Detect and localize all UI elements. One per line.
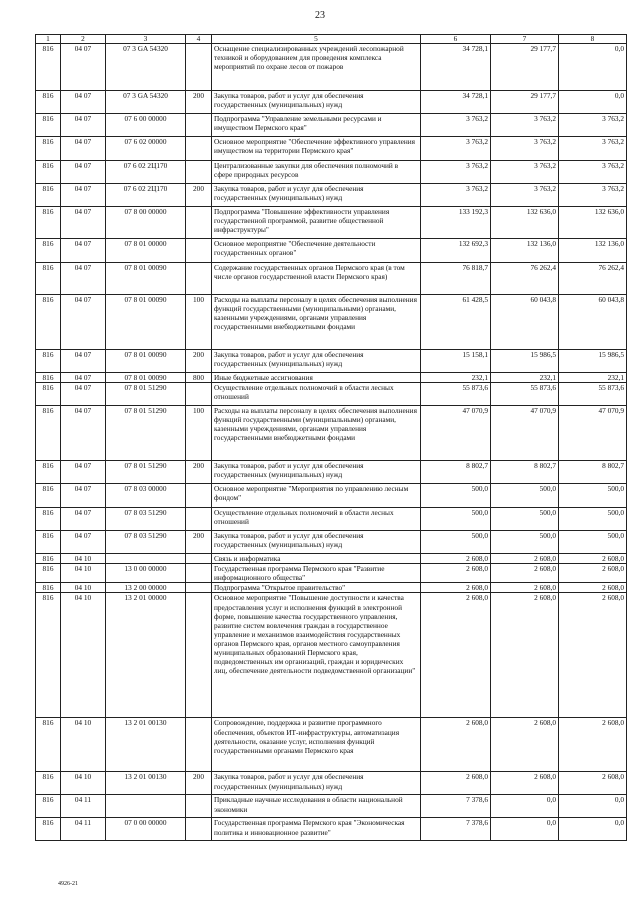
- cell-name: Подпрограмма "Повышение эффективности управления государственной программой, развитие общественной инфраструктуры": [212, 207, 421, 239]
- cell-amount-2: 3 763,2: [491, 137, 559, 161]
- cell-amount-1: 132 692,3: [421, 239, 491, 263]
- cell-ministry: 816: [36, 161, 61, 184]
- cell-ministry: 816: [36, 461, 61, 484]
- table-row: [36, 718, 627, 772]
- cell-amount-1: 500,0: [421, 484, 491, 508]
- cell-target-article: 13 0 00 00000: [106, 564, 186, 583]
- cell-expense-type: [186, 484, 212, 508]
- cell-amount-2: 76 262,4: [491, 263, 559, 295]
- cell-name: Основное мероприятие "Обеспечение деятельности государственных органов": [212, 239, 421, 263]
- table-row: [36, 818, 627, 841]
- cell-amount-2: 2 608,0: [491, 564, 559, 583]
- cell-section: 04 07: [61, 114, 106, 137]
- table-row: [36, 593, 627, 718]
- cell-ministry: 816: [36, 531, 61, 554]
- cell-amount-3: 3 763,2: [559, 184, 627, 207]
- cell-name: Закупка товаров, работ и услуг для обеспечения государственных (муниципальных) нужд: [212, 772, 421, 795]
- cell-ministry: 816: [36, 818, 61, 841]
- cell-amount-2: 0,0: [491, 795, 559, 818]
- table-row: [36, 161, 627, 184]
- cell-amount-2: 500,0: [491, 484, 559, 508]
- cell-name: Основное мероприятие "Повышение доступности и качества предоставления услуг и исполнения функций в электронной форме, повышение качества государственного управления, развитие систем вовлечения граждан в государственное управление и механизмов взаимодействия государственных органов Пермского края, органов местного самоуправления муниципальных образований Пермского края, подведомственных им организаций, граждан и юридических лиц, обеспечение деятельности подведомственной организации": [212, 593, 421, 718]
- cell-ministry: 816: [36, 137, 61, 161]
- cell-target-article: 07 8 01 00000: [106, 239, 186, 263]
- cell-target-article: 07 8 00 00000: [106, 207, 186, 239]
- cell-name: Подпрограмма "Открытое правительство": [212, 583, 421, 593]
- cell-amount-2: 132 136,0: [491, 239, 559, 263]
- cell-target-article: 07 3 GA 54320: [106, 91, 186, 114]
- header-row: [36, 35, 627, 44]
- cell-amount-1: 8 802,7: [421, 461, 491, 484]
- cell-expense-type: 200: [186, 772, 212, 795]
- cell-amount-2: 2 608,0: [491, 772, 559, 795]
- cell-amount-1: 61 428,5: [421, 295, 491, 350]
- cell-amount-1: 500,0: [421, 531, 491, 554]
- cell-amount-1: 76 818,7: [421, 263, 491, 295]
- cell-expense-type: [186, 383, 212, 406]
- table-row: [36, 484, 627, 508]
- cell-amount-3: 2 608,0: [559, 772, 627, 795]
- cell-section: 04 07: [61, 295, 106, 350]
- cell-amount-3: 3 763,2: [559, 161, 627, 184]
- cell-section: 04 07: [61, 508, 106, 531]
- header-cell: 4: [186, 35, 212, 44]
- table-row: [36, 554, 627, 564]
- cell-section: 04 10: [61, 718, 106, 772]
- cell-section: 04 07: [61, 350, 106, 373]
- cell-name: Прикладные научные исследования в области национальной экономики: [212, 795, 421, 818]
- cell-amount-3: 3 763,2: [559, 137, 627, 161]
- cell-section: 04 10: [61, 564, 106, 583]
- cell-ministry: 816: [36, 772, 61, 795]
- cell-ministry: 816: [36, 373, 61, 383]
- cell-amount-2: 2 608,0: [491, 583, 559, 593]
- header-cell: 7: [491, 35, 559, 44]
- table-row: [36, 583, 627, 593]
- cell-expense-type: [186, 239, 212, 263]
- cell-amount-2: 0,0: [491, 818, 559, 841]
- cell-section: 04 07: [61, 44, 106, 91]
- cell-ministry: 816: [36, 554, 61, 564]
- cell-name: Основное мероприятие "Обеспечение эффективного управления имуществом на территории Пермского края": [212, 137, 421, 161]
- cell-amount-1: 2 608,0: [421, 772, 491, 795]
- cell-ministry: 816: [36, 350, 61, 373]
- cell-amount-2: 55 873,6: [491, 383, 559, 406]
- cell-amount-1: 55 873,6: [421, 383, 491, 406]
- cell-section: 04 07: [61, 373, 106, 383]
- cell-ministry: 816: [36, 91, 61, 114]
- cell-amount-3: 500,0: [559, 508, 627, 531]
- cell-amount-2: 60 043,8: [491, 295, 559, 350]
- cell-expense-type: [186, 818, 212, 841]
- table-row: [36, 239, 627, 263]
- header-cell: 8: [559, 35, 627, 44]
- cell-ministry: 816: [36, 295, 61, 350]
- table-row: [36, 461, 627, 484]
- cell-ministry: 816: [36, 508, 61, 531]
- cell-name: Закупка товаров, работ и услуг для обеспечения государственных (муниципальных) нужд: [212, 461, 421, 484]
- cell-section: 04 10: [61, 593, 106, 718]
- cell-amount-2: 500,0: [491, 531, 559, 554]
- cell-ministry: 816: [36, 484, 61, 508]
- cell-name: Осуществление отдельных полномочий в области лесных отношений: [212, 508, 421, 531]
- cell-expense-type: [186, 795, 212, 818]
- cell-name: Расходы на выплаты персоналу в целях обеспечения выполнения функций государственными (муниципальными) органами, казенными учреждениями, органами управления государственными внебюджетными фондами: [212, 406, 421, 461]
- cell-amount-3: 60 043,8: [559, 295, 627, 350]
- cell-amount-1: 7 378,6: [421, 795, 491, 818]
- table-row: [36, 137, 627, 161]
- table-row: [36, 508, 627, 531]
- cell-target-article: 13 2 01 00130: [106, 718, 186, 772]
- header-cell: 1: [36, 35, 61, 44]
- cell-amount-1: 2 608,0: [421, 718, 491, 772]
- cell-expense-type: [186, 508, 212, 531]
- cell-amount-3: 2 608,0: [559, 554, 627, 564]
- cell-target-article: 07 8 01 00090: [106, 295, 186, 350]
- cell-target-article: 13 2 01 00130: [106, 772, 186, 795]
- cell-section: 04 07: [61, 531, 106, 554]
- cell-amount-3: 500,0: [559, 484, 627, 508]
- header-cell: 5: [212, 35, 421, 44]
- cell-ministry: 816: [36, 718, 61, 772]
- cell-expense-type: 100: [186, 406, 212, 461]
- cell-amount-3: 47 070,9: [559, 406, 627, 461]
- cell-section: 04 10: [61, 772, 106, 795]
- cell-amount-2: 3 763,2: [491, 184, 559, 207]
- cell-name: Подпрограмма "Управление земельными ресурсами и имуществом Пермского края": [212, 114, 421, 137]
- cell-target-article: [106, 795, 186, 818]
- budget-table: [35, 34, 627, 841]
- cell-amount-1: 34 728,1: [421, 44, 491, 91]
- cell-expense-type: 800: [186, 373, 212, 383]
- cell-target-article: 07 6 02 2Ц170: [106, 161, 186, 184]
- cell-expense-type: [186, 161, 212, 184]
- cell-amount-3: 2 608,0: [559, 564, 627, 583]
- cell-target-article: 07 8 01 00090: [106, 263, 186, 295]
- cell-amount-2: 29 177,7: [491, 44, 559, 91]
- cell-target-article: 13 2 00 00000: [106, 583, 186, 593]
- cell-amount-2: 8 802,7: [491, 461, 559, 484]
- cell-target-article: 07 6 02 2Ц170: [106, 184, 186, 207]
- table-row: [36, 295, 627, 350]
- cell-amount-1: 3 763,2: [421, 137, 491, 161]
- cell-ministry: 816: [36, 383, 61, 406]
- cell-amount-3: 0,0: [559, 44, 627, 91]
- table-row: [36, 373, 627, 383]
- cell-section: 04 11: [61, 818, 106, 841]
- cell-section: 04 07: [61, 263, 106, 295]
- cell-expense-type: [186, 583, 212, 593]
- cell-section: 04 07: [61, 383, 106, 406]
- cell-ministry: 816: [36, 239, 61, 263]
- cell-name: Содержание государственных органов Пермского края (в том числе органов государственной власти Пермского края): [212, 263, 421, 295]
- cell-section: 04 07: [61, 91, 106, 114]
- cell-ministry: 816: [36, 207, 61, 239]
- cell-expense-type: 200: [186, 350, 212, 373]
- cell-amount-1: 2 608,0: [421, 554, 491, 564]
- cell-amount-2: 47 070,9: [491, 406, 559, 461]
- page-number: 23: [315, 10, 325, 21]
- cell-expense-type: [186, 554, 212, 564]
- cell-amount-2: 500,0: [491, 508, 559, 531]
- cell-name: Иные бюджетные ассигнования: [212, 373, 421, 383]
- table-row: [36, 383, 627, 406]
- cell-section: 04 10: [61, 583, 106, 593]
- table-row: [36, 184, 627, 207]
- table-row: [36, 772, 627, 795]
- cell-amount-1: 3 763,2: [421, 161, 491, 184]
- cell-target-article: 07 6 00 00000: [106, 114, 186, 137]
- cell-amount-1: 2 608,0: [421, 564, 491, 583]
- cell-target-article: 07 0 00 00000: [106, 818, 186, 841]
- cell-amount-3: 76 262,4: [559, 263, 627, 295]
- cell-expense-type: [186, 263, 212, 295]
- cell-section: 04 11: [61, 795, 106, 818]
- cell-name: Сопровождение, поддержка и развитие программного обеспечения, объектов ИТ-инфраструктуры, автоматизация деятельности, оказание услуг, исполнения функций государственными органами Пермского края: [212, 718, 421, 772]
- cell-name: Закупка товаров, работ и услуг для обеспечения государственных (муниципальных) нужд: [212, 184, 421, 207]
- cell-expense-type: 200: [186, 91, 212, 114]
- table-row: [36, 350, 627, 373]
- cell-amount-2: 3 763,2: [491, 114, 559, 137]
- cell-section: 04 10: [61, 554, 106, 564]
- cell-ministry: 816: [36, 564, 61, 583]
- cell-target-article: 07 8 03 51290: [106, 508, 186, 531]
- table-row: [36, 795, 627, 818]
- cell-ministry: 816: [36, 44, 61, 91]
- cell-target-article: 07 8 01 51290: [106, 383, 186, 406]
- cell-ministry: 816: [36, 406, 61, 461]
- cell-target-article: [106, 554, 186, 564]
- cell-target-article: 07 8 03 51290: [106, 531, 186, 554]
- cell-ministry: 816: [36, 114, 61, 137]
- header-cell: 6: [421, 35, 491, 44]
- cell-ministry: 816: [36, 184, 61, 207]
- cell-amount-3: 132 136,0: [559, 239, 627, 263]
- cell-amount-3: 2 608,0: [559, 583, 627, 593]
- cell-expense-type: 100: [186, 295, 212, 350]
- cell-name: Связь и информатика: [212, 554, 421, 564]
- cell-amount-2: 2 608,0: [491, 593, 559, 718]
- cell-amount-3: 500,0: [559, 531, 627, 554]
- cell-amount-2: 3 763,2: [491, 161, 559, 184]
- cell-amount-3: 0,0: [559, 818, 627, 841]
- cell-amount-1: 47 070,9: [421, 406, 491, 461]
- cell-expense-type: 200: [186, 531, 212, 554]
- cell-target-article: 07 8 01 51290: [106, 461, 186, 484]
- cell-expense-type: [186, 137, 212, 161]
- table-row: [36, 114, 627, 137]
- cell-ministry: 816: [36, 593, 61, 718]
- cell-section: 04 07: [61, 184, 106, 207]
- header-cell: 3: [106, 35, 186, 44]
- cell-target-article: 07 8 01 00090: [106, 350, 186, 373]
- cell-target-article: 13 2 01 00000: [106, 593, 186, 718]
- cell-name: Осуществление отдельных полномочий в области лесных отношений: [212, 383, 421, 406]
- table-row: [36, 564, 627, 583]
- cell-expense-type: [186, 593, 212, 718]
- cell-amount-2: 15 986,5: [491, 350, 559, 373]
- cell-name: Государственная программа Пермского края "Развитие информационного общества": [212, 564, 421, 583]
- cell-amount-1: 232,1: [421, 373, 491, 383]
- cell-ministry: 816: [36, 263, 61, 295]
- cell-amount-2: 2 608,0: [491, 554, 559, 564]
- cell-name: Закупка товаров, работ и услуг для обеспечения государственных (муниципальных) нужд: [212, 91, 421, 114]
- cell-amount-1: 500,0: [421, 508, 491, 531]
- cell-expense-type: [186, 207, 212, 239]
- cell-amount-2: 2 608,0: [491, 718, 559, 772]
- table-row: [36, 207, 627, 239]
- cell-expense-type: [186, 114, 212, 137]
- cell-amount-2: 132 636,0: [491, 207, 559, 239]
- cell-ministry: 816: [36, 583, 61, 593]
- cell-amount-3: 3 763,2: [559, 114, 627, 137]
- cell-name: Государственная программа Пермского края "Экономическая политика и инновационное развитие": [212, 818, 421, 841]
- cell-amount-3: 55 873,6: [559, 383, 627, 406]
- cell-target-article: 07 8 01 00090: [106, 373, 186, 383]
- table-row: [36, 406, 627, 461]
- cell-target-article: 07 8 01 51290: [106, 406, 186, 461]
- cell-amount-1: 133 192,3: [421, 207, 491, 239]
- cell-amount-1: 34 728,1: [421, 91, 491, 114]
- cell-amount-2: 232,1: [491, 373, 559, 383]
- cell-section: 04 07: [61, 239, 106, 263]
- table-row: [36, 263, 627, 295]
- cell-ministry: 816: [36, 795, 61, 818]
- cell-amount-1: 7 378,6: [421, 818, 491, 841]
- cell-expense-type: 200: [186, 461, 212, 484]
- cell-section: 04 07: [61, 484, 106, 508]
- cell-section: 04 07: [61, 461, 106, 484]
- cell-amount-3: 0,0: [559, 91, 627, 114]
- table-row: [36, 44, 627, 91]
- cell-expense-type: 200: [186, 184, 212, 207]
- cell-amount-1: 2 608,0: [421, 583, 491, 593]
- cell-section: 04 07: [61, 406, 106, 461]
- cell-name: Закупка товаров, работ и услуг для обеспечения государственных (муниципальных) нужд: [212, 531, 421, 554]
- cell-amount-2: 29 177,7: [491, 91, 559, 114]
- cell-section: 04 07: [61, 137, 106, 161]
- cell-amount-3: 2 608,0: [559, 718, 627, 772]
- cell-name: Расходы на выплаты персоналу в целях обеспечения выполнения функций государственными (муниципальными) органами, казенными учреждениями, органами управления государственными внебюджетными фондами: [212, 295, 421, 350]
- cell-amount-3: 8 802,7: [559, 461, 627, 484]
- cell-target-article: 07 6 02 00000: [106, 137, 186, 161]
- cell-name: Оснащение специализированных учреждений лесопожарной техникой и оборудованием для проведения комплекса мероприятий по охране лесов от пожаров: [212, 44, 421, 91]
- cell-expense-type: [186, 44, 212, 91]
- cell-section: 04 07: [61, 161, 106, 184]
- footer-code: 4926-21: [58, 881, 78, 887]
- cell-amount-3: 232,1: [559, 373, 627, 383]
- table-row: [36, 531, 627, 554]
- cell-amount-1: 3 763,2: [421, 184, 491, 207]
- cell-amount-1: 2 608,0: [421, 593, 491, 718]
- cell-name: Централизованные закупки для обеспечения полномочий в сфере природных ресурсов: [212, 161, 421, 184]
- cell-amount-3: 15 986,5: [559, 350, 627, 373]
- cell-amount-3: 132 636,0: [559, 207, 627, 239]
- cell-amount-3: 2 608,0: [559, 593, 627, 718]
- header-cell: 2: [61, 35, 106, 44]
- cell-expense-type: [186, 564, 212, 583]
- table-row: [36, 91, 627, 114]
- cell-name: Закупка товаров, работ и услуг для обеспечения государственных (муниципальных) нужд: [212, 350, 421, 373]
- cell-expense-type: [186, 718, 212, 772]
- cell-amount-3: 0,0: [559, 795, 627, 818]
- cell-target-article: 07 3 GA 54320: [106, 44, 186, 91]
- cell-name: Основное мероприятие "Мероприятия по управлению лесным фондом": [212, 484, 421, 508]
- cell-amount-1: 3 763,2: [421, 114, 491, 137]
- cell-target-article: 07 8 03 00000: [106, 484, 186, 508]
- cell-section: 04 07: [61, 207, 106, 239]
- cell-amount-1: 15 158,1: [421, 350, 491, 373]
